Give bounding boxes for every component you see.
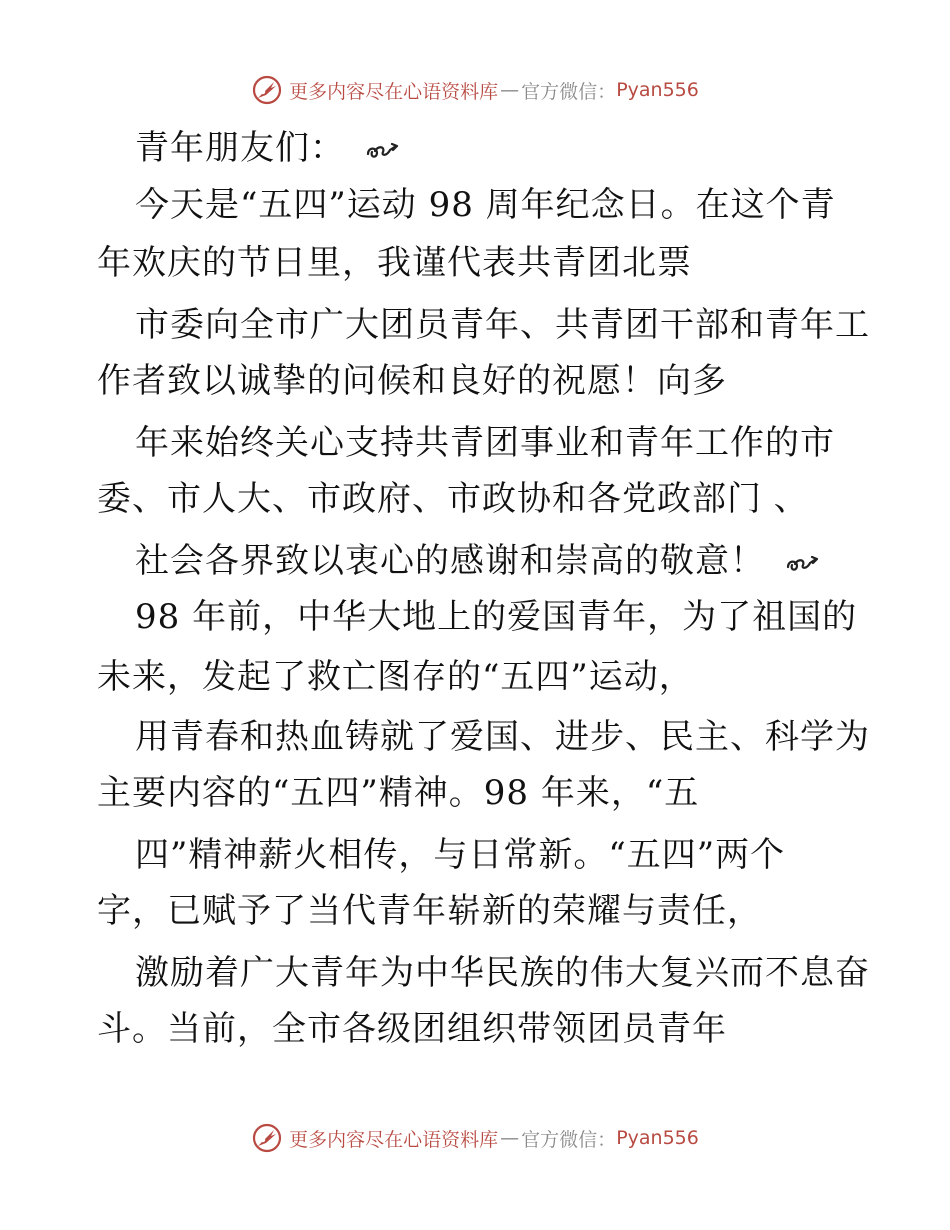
text-line-8	[135, 531, 819, 591]
header-brand-text: 更多内容尽在心语资料库	[289, 80, 499, 103]
header-separator: —	[500, 79, 520, 101]
text-line-15: 激励着广大青年为中华民族的伟大复兴而不息奋	[135, 953, 870, 993]
header-wechat-id: Pyan556	[616, 79, 699, 101]
text-line-13: 四”精神薪火相传，与日常新。“五四”两个	[135, 835, 786, 875]
paragraph-return-mark-icon	[365, 139, 399, 161]
footer-brand-text: 更多内容尽在心语资料库	[289, 1128, 499, 1151]
feather-pen-logo-icon	[251, 74, 283, 106]
text-line-3: 年欢庆的节日里，我谨代表共青团北票	[97, 243, 692, 283]
text-line-5: 作者致以诚挚的问候和良好的祝愿！向多	[97, 361, 727, 401]
footer-banner	[0, 1118, 950, 1158]
header-official-label: 官方微信：	[521, 80, 617, 103]
feather-pen-logo-icon	[251, 1122, 283, 1154]
footer-wechat-id: Pyan556	[616, 1127, 699, 1149]
text-line-1	[135, 118, 399, 178]
text-line-11: 用青春和热血铸就了爱国、进步、民主、科学为	[135, 717, 870, 757]
text-line-14: 字，已赋予了当代青年崭新的荣耀与责任，	[97, 891, 762, 931]
greeting-text: 青年朋友们：	[135, 128, 345, 168]
text-line-2: 今天是“五四”运动 98 周年纪念日。在这个青	[135, 185, 836, 225]
text-line-10: 未来，发起了救亡图存的“五四”运动，	[97, 657, 694, 697]
text-line-4: 市委向全市广大团员青年、共青团干部和青年工	[135, 305, 870, 345]
text-line-7: 委、市人大、市政府、市政协和各党政部门 、	[97, 479, 809, 519]
footer-separator: —	[500, 1127, 520, 1149]
gratitude-text: 社会各界致以衷心的感谢和崇高的敬意！	[135, 541, 765, 581]
text-line-6: 年来始终关心支持共青团事业和青年工作的市	[135, 423, 835, 463]
text-line-12: 主要内容的“五四”精神。98 年来，“五	[97, 773, 700, 813]
paragraph-return-mark-icon	[785, 552, 819, 574]
header-banner	[0, 70, 950, 110]
text-line-9: 98 年前，中华大地上的爱国青年，为了祖国的	[135, 597, 858, 637]
text-line-16: 斗。当前，全市各级团组织带领团员青年	[97, 1009, 727, 1049]
footer-official-label: 官方微信：	[521, 1128, 617, 1151]
